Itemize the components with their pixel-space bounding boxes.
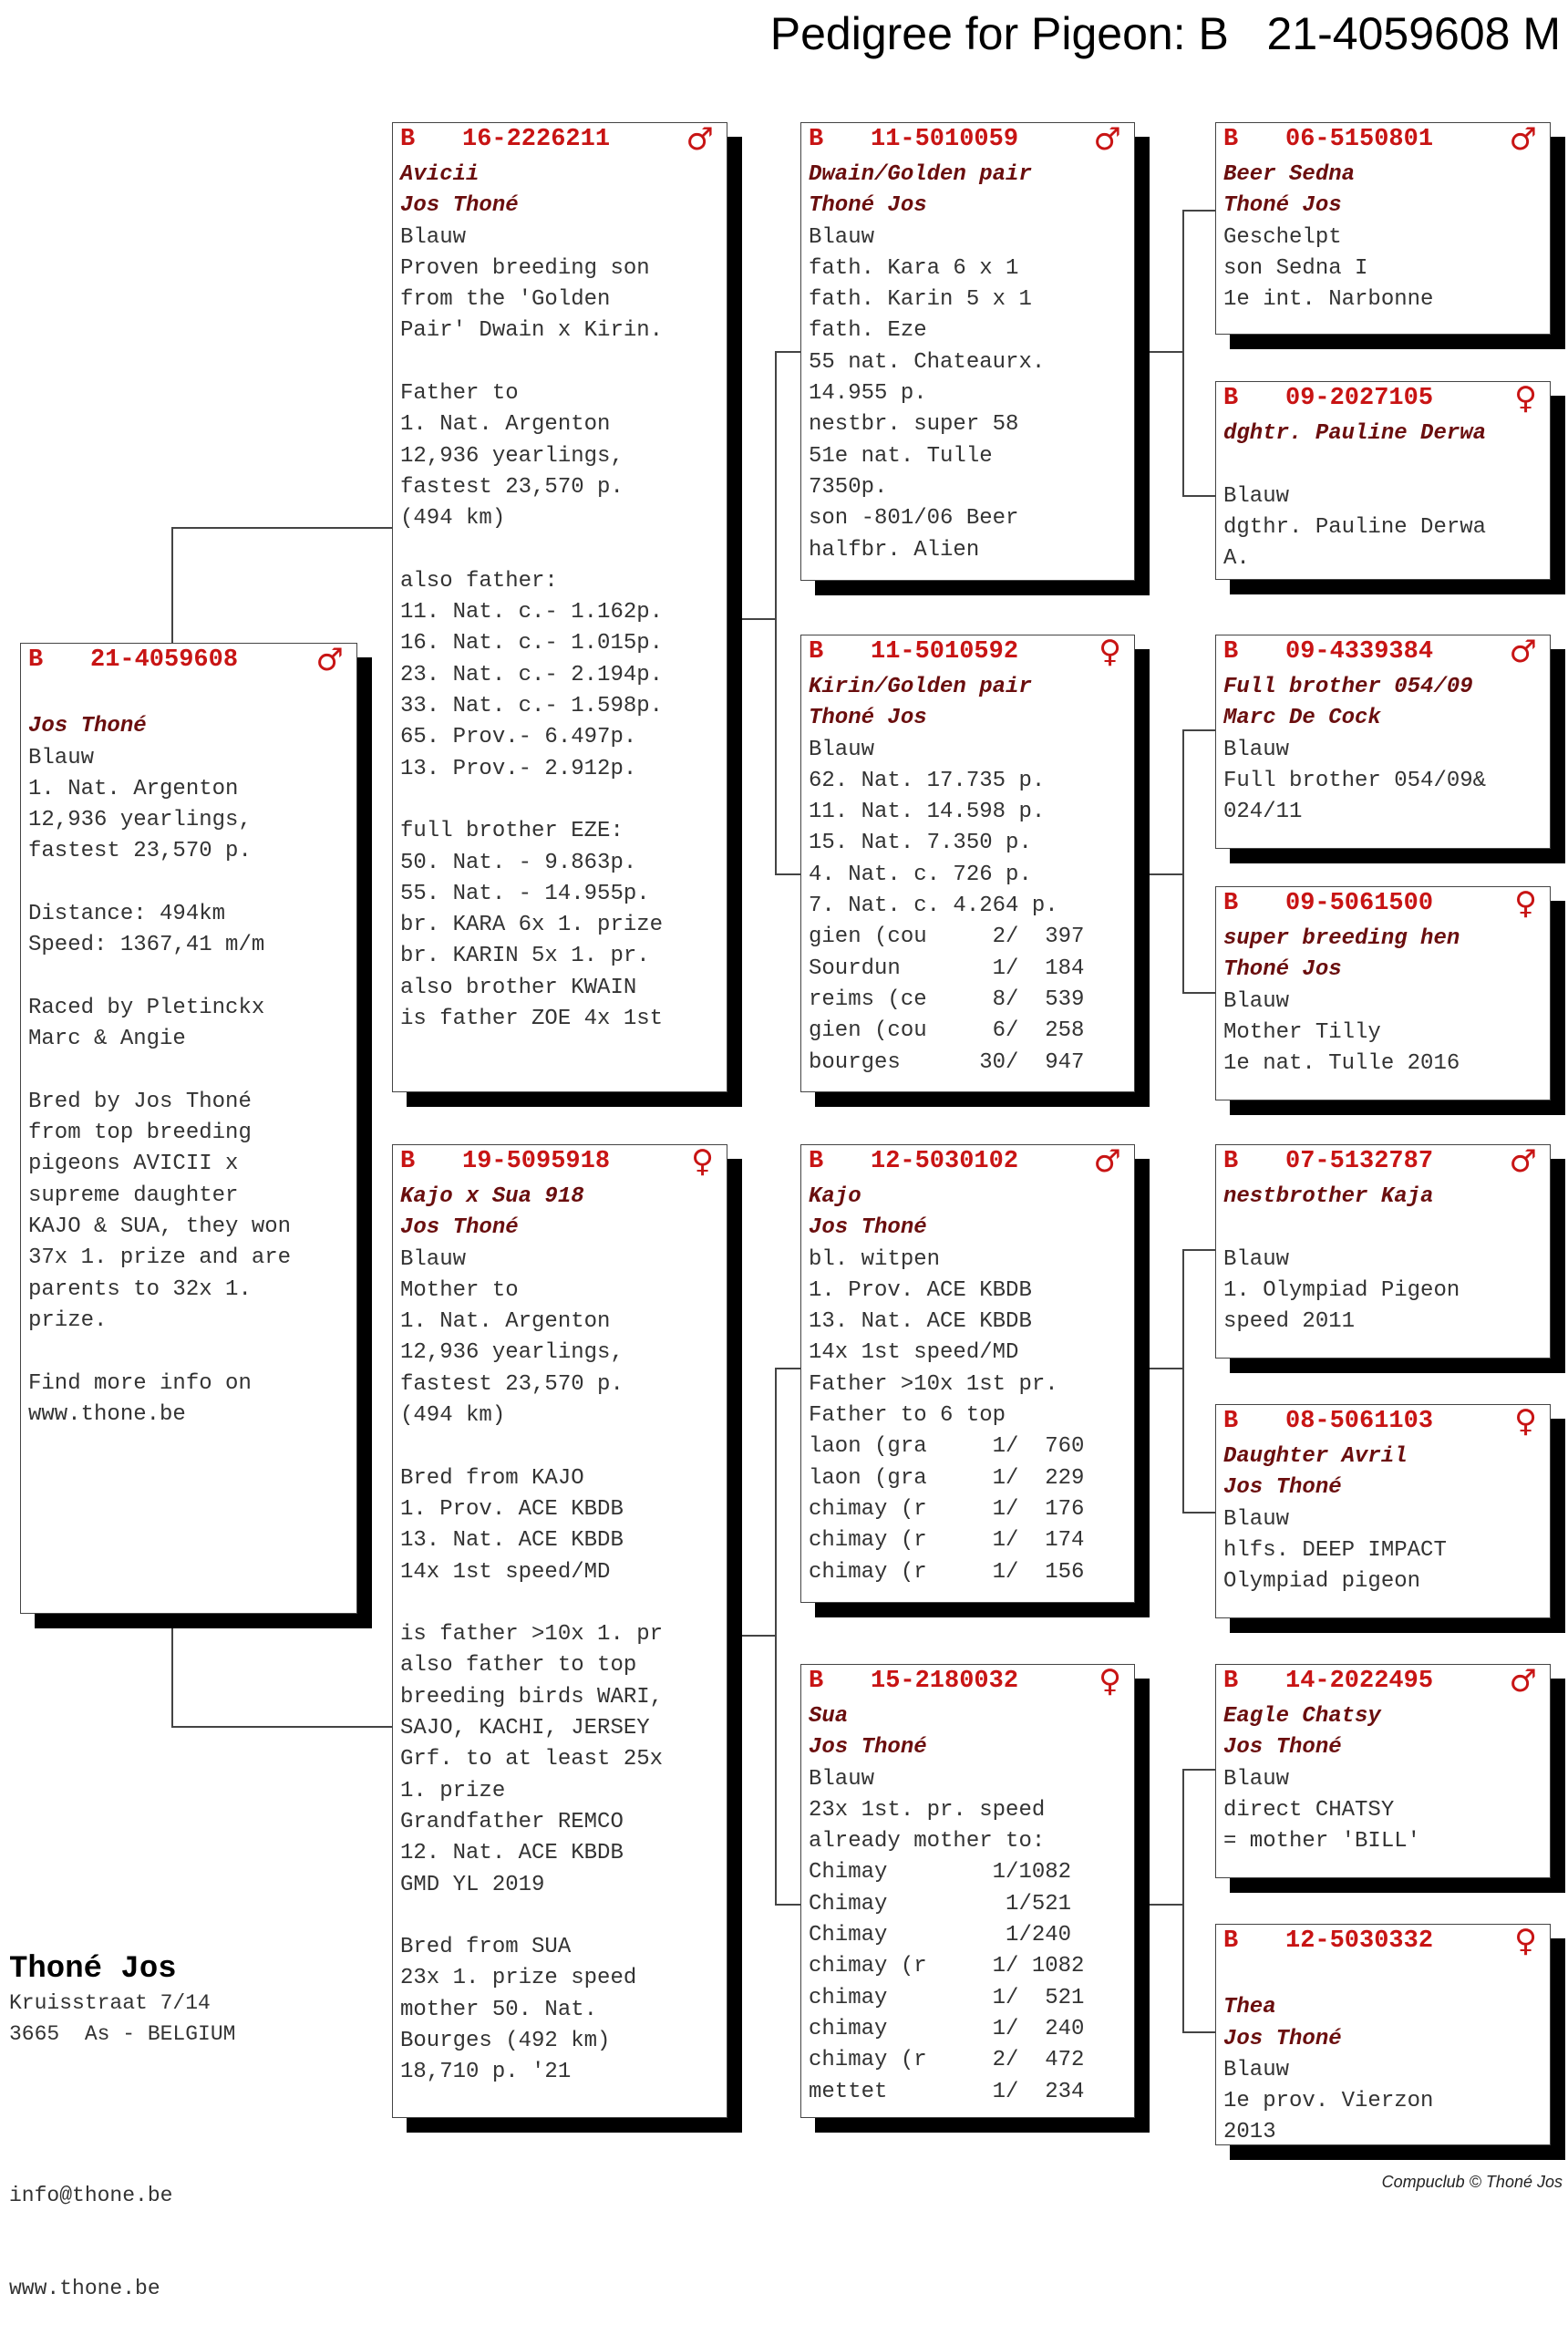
info-line: son -801/06 Beer (809, 506, 1019, 532)
pigeon-card-dam (392, 1144, 727, 2118)
info-line (28, 680, 356, 711)
info-line: Jos Thoné (1223, 2026, 1342, 2051)
connector (775, 1368, 777, 1906)
sex-icon: ♀ (1099, 1663, 1121, 1700)
connector (775, 1904, 800, 1906)
pigeon-card-ggp-4 (1215, 886, 1551, 1100)
info-line: laon (gra 1/ 229 (809, 1465, 1085, 1491)
owner-block (9, 1951, 235, 2050)
info-line: mettet 1/ 234 (809, 2079, 1085, 2104)
pigeon-card-ggp-1 (1215, 122, 1551, 335)
info-line: fath. Kara 6 x 1 (809, 255, 1019, 281)
pigeon-card-ggp-8 (1215, 1924, 1551, 2145)
info-line: Blauw (1223, 2057, 1290, 2082)
info-line: also father: (400, 568, 558, 594)
info-line: 12. Nat. ACE KBDB (400, 1841, 624, 1866)
info-line: Chimay 1/521 (809, 1891, 1072, 1917)
info-line: gien (cou 2/ 397 (809, 925, 1085, 950)
info-line: bl. witpen (809, 1246, 941, 1272)
info-line: Marc De Cock (1223, 706, 1381, 731)
info-line (400, 1901, 727, 1932)
card-header (801, 635, 1134, 672)
card-header (1216, 1145, 1550, 1182)
info-line: pigeons AVICII x (28, 1152, 239, 1177)
sex-icon: ♂ (1093, 1143, 1121, 1180)
info-line: son Sedna I (1223, 255, 1368, 281)
connector (171, 1726, 392, 1728)
info-line: SAJO, KACHI, JERSEY (400, 1716, 650, 1741)
pigeon-card-granddam-paternal (800, 635, 1135, 1092)
info-line: Bred from SUA (400, 1935, 572, 1960)
connector (1182, 1512, 1215, 1514)
info-line: 13. Prov.- 2.912p. (400, 756, 637, 781)
info-line: 1e prov. Vierzon (1223, 2089, 1434, 2114)
info-line: 11. Nat. c.- 1.162p. (400, 600, 664, 625)
info-line: 23x 1st. pr. speed (809, 1797, 1046, 1823)
info-line: Mother Tilly (1223, 1019, 1381, 1045)
footer-copyright: Compuclub © Thoné Jos (1381, 2173, 1563, 2191)
pigeon-card-ggp-7 (1215, 1664, 1551, 1878)
connector (1135, 351, 1182, 353)
info-line: Grf. to at least 25x (400, 1747, 664, 1772)
info-line: 4. Nat. c. 726 p. (809, 862, 1032, 887)
connector (1135, 1368, 1182, 1369)
info-line: also brother KWAIN (400, 975, 637, 1000)
info-line: Kajo (809, 1184, 861, 1209)
card-header (1216, 1925, 1550, 1961)
info-line: 23x 1. prize speed (400, 1966, 637, 1991)
info-line: nestbrother Kaja (1223, 1184, 1434, 1209)
info-line: from the 'Golden (400, 287, 611, 313)
sex-icon: ♀ (1514, 1923, 1537, 1959)
info-line: 13. Nat. ACE KBDB (809, 1309, 1032, 1335)
owner-address-line1: Kruisstraat 7/14 (9, 1991, 211, 2015)
ring-number: 09-2027105 (1285, 385, 1434, 412)
ring-number: 07-5132787 (1285, 1148, 1434, 1175)
info-line: Blauw (1223, 483, 1290, 509)
connector (1182, 1769, 1215, 1771)
info-line: Chimay 1/1082 (809, 1860, 1072, 1886)
info-line: fath. Eze (809, 318, 927, 344)
info-line: 65. Prov.- 6.497p. (400, 725, 637, 750)
info-line: 55 nat. Chateaurx. (809, 349, 1046, 375)
sex-icon: ♀ (1514, 380, 1537, 417)
info-line: fastest 23,570 p. (400, 474, 624, 500)
info-line: Kirin/Golden pair (809, 675, 1032, 699)
info-line: also father to top (400, 1653, 637, 1679)
card-header (1216, 887, 1550, 924)
ring-number: 21-4059608 (90, 646, 239, 674)
pigeon-card-sire (392, 122, 727, 1092)
ring-number: 11-5010059 (871, 126, 1019, 153)
ring-number: 09-5061500 (1285, 890, 1434, 917)
info-line: Thoné Jos (1223, 193, 1342, 219)
connector (775, 351, 777, 875)
card-header (1216, 635, 1550, 672)
info-line: Blauw (400, 224, 467, 250)
connector (1182, 1249, 1215, 1251)
pigeon-card-ggp-3 (1215, 635, 1551, 849)
info-line: already mother to: (809, 1829, 1046, 1855)
info-line: 1. Nat. Argenton (400, 1309, 611, 1335)
country-code: B (1223, 126, 1239, 153)
info-line: chimay (r 1/ 1082 (809, 1954, 1085, 1979)
info-line: Jos Thoné (1223, 1735, 1342, 1761)
info-line: fastest 23,570 p. (28, 839, 252, 864)
info-line: Distance: 494km (28, 902, 226, 927)
card-header (393, 123, 727, 160)
info-line: parents to 32x 1. (28, 1276, 252, 1302)
sex-icon: ♂ (1509, 1143, 1537, 1180)
info-line: direct CHATSY (1223, 1797, 1395, 1823)
info-line: is father ZOE 4x 1st (400, 1007, 664, 1032)
info-line: Blauw (1223, 1246, 1290, 1272)
info-line: gien (cou 6/ 258 (809, 1018, 1085, 1044)
info-line: 16. Nat. c.- 1.015p. (400, 631, 664, 656)
sex-icon: ♂ (1509, 1663, 1537, 1700)
sex-icon: ♀ (1514, 885, 1537, 922)
info-line: 55. Nat. - 14.955p. (400, 881, 650, 906)
connector (775, 1368, 800, 1369)
info-line: Marc & Angie (28, 1027, 186, 1052)
info-line: Jos Thoné (1223, 1475, 1342, 1501)
info-line (28, 1337, 356, 1368)
connector (1182, 992, 1215, 994)
info-line (1223, 449, 1550, 480)
connector (1135, 1904, 1182, 1906)
sex-icon: ♀ (1099, 634, 1121, 670)
connector (727, 618, 775, 620)
info-line: 12,936 yearlings, (400, 443, 624, 469)
info-line: chimay 1/ 521 (809, 1985, 1085, 2010)
info-line: 51e nat. Tulle (809, 443, 993, 469)
info-line: Avicii (400, 162, 480, 187)
info-line: Blauw (809, 1766, 875, 1792)
info-line: Speed: 1367,41 m/m (28, 933, 265, 958)
ring-number: 19-5095918 (462, 1148, 611, 1175)
info-line: Jos Thoné (400, 193, 519, 219)
country-code: B (1223, 1148, 1239, 1175)
pigeon-card-subject (20, 643, 357, 1614)
info-line: Father to (400, 381, 519, 407)
info-line: breeding birds WARI, (400, 1684, 664, 1710)
info-line: chimay (r 1/ 176 (809, 1496, 1085, 1522)
info-line: Full brother 054/09 (1223, 675, 1473, 699)
info-line: 13. Nat. ACE KBDB (400, 1528, 624, 1554)
card-header (393, 1145, 727, 1182)
connector (1135, 873, 1182, 875)
ring-number: 06-5150801 (1285, 126, 1434, 153)
info-line: 15. Nat. 7.350 p. (809, 831, 1032, 856)
page-title: Pedigree for Pigeon: B 21-4059608 M (769, 8, 1561, 59)
country-code: B (28, 646, 44, 674)
pigeon-card-ggp-6 (1215, 1404, 1551, 1618)
sex-icon: ♂ (1509, 121, 1537, 158)
country-code: B (1223, 385, 1239, 412)
info-line: 2013 (1223, 2120, 1276, 2145)
country-code: B (1223, 890, 1239, 917)
info-line: fastest 23,570 p. (400, 1371, 624, 1397)
country-code: B (809, 1148, 824, 1175)
info-line: full brother EZE: (400, 819, 624, 844)
info-line: chimay (r 1/ 174 (809, 1528, 1085, 1554)
info-line: fath. Karin 5 x 1 (809, 287, 1032, 313)
info-line: Blauw (809, 737, 875, 762)
info-line: 1. Nat. Argenton (28, 776, 239, 801)
card-header (1216, 123, 1550, 160)
info-line: Thea (1223, 1995, 1276, 2020)
info-line: 1e nat. Tulle 2016 (1223, 1051, 1460, 1077)
ring-number: 11-5010592 (871, 638, 1019, 666)
connector (1182, 729, 1215, 731)
pigeon-card-ggp-2 (1215, 381, 1551, 580)
country-code: B (400, 1148, 416, 1175)
country-code: B (1223, 1408, 1239, 1435)
owner-email[interactable]: info@thone.be (9, 2184, 173, 2207)
info-line: Blauw (1223, 1506, 1290, 1532)
pigeon-card-grandsire-maternal (800, 1144, 1135, 1603)
info-line (28, 1056, 356, 1087)
card-header (1216, 1665, 1550, 1701)
info-line: Grandfather REMCO (400, 1809, 624, 1834)
info-line: GMD YL 2019 (400, 1872, 545, 1897)
ring-number: 08-5061103 (1285, 1408, 1434, 1435)
info-line: 12,936 yearlings, (28, 808, 252, 833)
connector (775, 351, 800, 353)
info-line: 14x 1st speed/MD (400, 1559, 611, 1585)
connector (1182, 729, 1184, 994)
sex-icon: ♂ (686, 121, 714, 158)
info-line: 33. Nat. c.- 1.598p. (400, 694, 664, 719)
info-line: Jos Thoné (28, 714, 147, 739)
info-line: nestbr. super 58 (809, 412, 1019, 438)
info-line: 7350p. (809, 474, 888, 500)
connector (171, 1609, 173, 1728)
sex-icon: ♀ (1514, 1403, 1537, 1440)
info-line: = mother 'BILL' (1223, 1829, 1421, 1855)
info-line: Blauw (809, 224, 875, 250)
info-line: prize. (28, 1307, 108, 1333)
info-line: chimay (r 2/ 472 (809, 2048, 1085, 2073)
info-line (28, 962, 356, 993)
info-line: Pair' Dwain x Kirin. (400, 318, 664, 344)
info-line: (494 km) (400, 506, 506, 532)
info-line (400, 1588, 727, 1619)
info-line: mother 50. Nat. (400, 1997, 598, 2022)
info-line: Blauw (28, 745, 95, 770)
info-line: br. KARA 6x 1. prize (400, 913, 664, 938)
country-code: B (809, 126, 824, 153)
info-line (400, 1431, 727, 1462)
ring-number: 12-5030102 (871, 1148, 1019, 1175)
info-line: Jos Thoné (809, 1735, 927, 1761)
info-line: Daughter Avril (1223, 1444, 1408, 1469)
connector (1182, 210, 1184, 497)
info-line: Dwain/Golden pair (809, 162, 1032, 187)
card-header (801, 123, 1134, 160)
pigeon-card-ggp-5 (1215, 1144, 1551, 1359)
info-line: chimay 1/ 240 (809, 2016, 1085, 2041)
info-line: Proven breeding son (400, 255, 650, 281)
info-line: Bourges (492 km) (400, 2029, 611, 2054)
info-line: 23. Nat. c.- 2.194p. (400, 662, 664, 687)
info-line: (494 km) (400, 1403, 506, 1429)
info-line: 18,710 p. '21 (400, 2060, 572, 2085)
info-line: 1. Olympiad Pigeon (1223, 1277, 1460, 1303)
info-line (1223, 1213, 1550, 1244)
ring-number: 14-2022495 (1285, 1668, 1434, 1695)
info-line: Geschelpt (1223, 224, 1342, 250)
info-line: Blauw (400, 1246, 467, 1272)
sex-icon: ♂ (1509, 634, 1537, 670)
info-line: 14x 1st speed/MD (809, 1340, 1019, 1366)
info-line: 7. Nat. c. 4.264 p. (809, 894, 1058, 919)
country-code: B (809, 1668, 824, 1695)
info-line: dghtr. Pauline Derwa (1223, 421, 1487, 446)
card-header (801, 1145, 1134, 1182)
info-line: from top breeding (28, 1121, 252, 1146)
info-line: Find more info on (28, 1370, 252, 1396)
connector (1182, 210, 1215, 212)
info-line: speed 2011 (1223, 1309, 1356, 1335)
owner-name: Thoné Jos (9, 1952, 177, 1987)
info-line: Jos Thoné (809, 1215, 927, 1241)
sex-icon: ♀ (691, 1143, 714, 1180)
info-line: bourges 30/ 947 (809, 1049, 1085, 1075)
info-line: Mother to (400, 1277, 519, 1303)
info-line: dgthr. Pauline Derwa (1223, 514, 1487, 540)
info-line: 1. Prov. ACE KBDB (809, 1277, 1032, 1303)
info-line: 1. Nat. Argenton (400, 412, 611, 438)
info-line: Full brother 054/09& (1223, 768, 1487, 793)
card-header (1216, 1405, 1550, 1441)
connector (1182, 1249, 1184, 1514)
info-line: halfbr. Alien (809, 537, 980, 563)
info-line: Blauw (1223, 988, 1290, 1014)
connector (171, 527, 392, 529)
info-line: Bred by Jos Thoné (28, 1089, 252, 1114)
connector (1182, 2031, 1215, 2033)
connector (775, 873, 800, 875)
sex-icon: ♂ (315, 642, 344, 678)
info-line: Raced by Pletinckx (28, 995, 265, 1020)
info-line: 62. Nat. 17.735 p. (809, 768, 1046, 793)
info-line: Thoné Jos (809, 706, 927, 731)
info-line: KAJO & SUA, they won (28, 1214, 292, 1240)
info-line: hlfs. DEEP IMPACT (1223, 1537, 1447, 1563)
info-line: Father to 6 top (809, 1403, 1006, 1429)
info-line: reims (ce 8/ 539 (809, 987, 1085, 1012)
info-line (400, 347, 727, 378)
info-line: www.thone.be (28, 1401, 186, 1427)
card-header (801, 1665, 1134, 1701)
ring-number: 12-5030332 (1285, 1927, 1434, 1955)
info-line: Kajo x Sua 918 (400, 1184, 584, 1209)
info-line (400, 785, 727, 816)
pigeon-card-grandsire-paternal (800, 122, 1135, 581)
ring-number: 16-2226211 (462, 126, 611, 153)
info-line: Eagle Chatsy (1223, 1704, 1381, 1729)
info-line: Blauw (1223, 1766, 1290, 1792)
card-header (1216, 382, 1550, 418)
info-line: 50. Nat. - 9.863p. (400, 850, 637, 875)
info-line: Jos Thoné (400, 1215, 519, 1241)
info-line: super breeding hen (1223, 926, 1460, 951)
country-code: B (400, 126, 416, 153)
info-line: Olympiad pigeon (1223, 1569, 1421, 1595)
info-line: 11. Nat. 14.598 p. (809, 800, 1046, 825)
pigeon-card-granddam-maternal (800, 1664, 1135, 2118)
connector (171, 527, 173, 644)
info-line (400, 535, 727, 566)
info-line: 14.955 p. (809, 381, 927, 407)
owner-website[interactable]: www.thone.be (9, 2277, 160, 2300)
card-header (21, 644, 356, 680)
connector (727, 1635, 775, 1637)
info-line: 37x 1. prize and are (28, 1245, 292, 1271)
info-line: Sua (809, 1704, 849, 1729)
info-line: Thoné Jos (1223, 957, 1342, 983)
info-line: Beer Sedna (1223, 162, 1356, 187)
country-code: B (809, 638, 824, 666)
info-line: 12,936 yearlings, (400, 1340, 624, 1366)
info-line: Bred from KAJO (400, 1465, 584, 1491)
connector (1182, 495, 1215, 497)
ring-number: 15-2180032 (871, 1668, 1019, 1695)
info-line: Blauw (1223, 737, 1290, 762)
info-line: Thoné Jos (809, 193, 927, 219)
info-line: 1. Prov. ACE KBDB (400, 1496, 624, 1522)
info-line: laon (gra 1/ 760 (809, 1434, 1085, 1460)
contact-block (9, 2118, 172, 2335)
country-code: B (1223, 638, 1239, 666)
info-line: 024/11 (1223, 800, 1303, 825)
info-line (1223, 1961, 1550, 1992)
info-line: 1. prize (400, 1778, 506, 1803)
info-line: chimay (r 1/ 156 (809, 1559, 1085, 1585)
info-line: is father >10x 1. pr (400, 1622, 664, 1648)
info-line: br. KARIN 5x 1. pr. (400, 944, 650, 969)
info-line: 1e int. Narbonne (1223, 287, 1434, 313)
info-line: supreme daughter (28, 1183, 239, 1208)
info-line: A. (1223, 546, 1250, 572)
connector (1182, 1769, 1184, 2033)
owner-address-line2: 3665 As - BELGIUM (9, 2022, 236, 2046)
info-line (28, 868, 356, 899)
sex-icon: ♂ (1093, 121, 1121, 158)
info-line: Chimay 1/240 (809, 1923, 1072, 1948)
info-line: Sourdun 1/ 184 (809, 956, 1085, 981)
ring-number: 09-4339384 (1285, 638, 1434, 666)
info-line: Father >10x 1st pr. (809, 1371, 1058, 1397)
country-code: B (1223, 1668, 1239, 1695)
country-code: B (1223, 1927, 1239, 1955)
